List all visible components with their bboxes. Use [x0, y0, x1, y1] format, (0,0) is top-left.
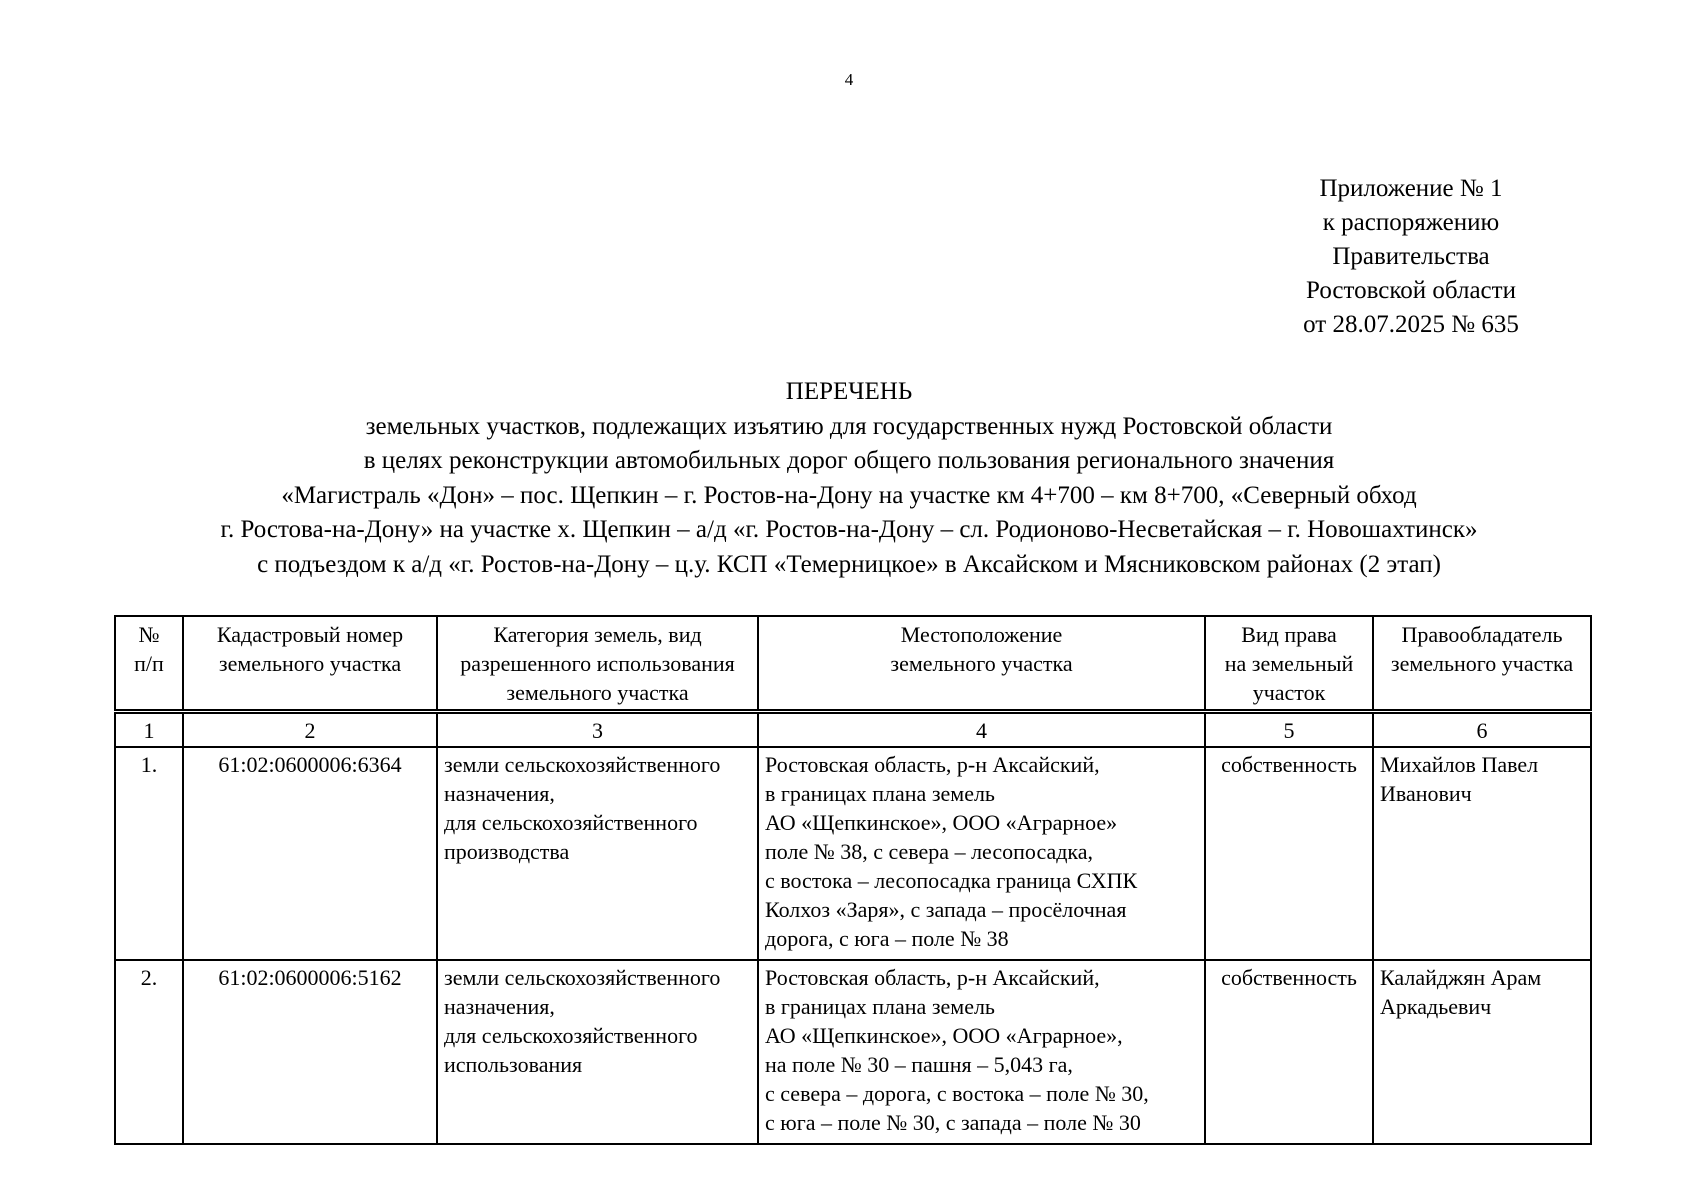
land-plots-table — [114, 615, 1592, 1145]
row-number: 2. — [115, 960, 183, 1144]
title-heading: ПЕРЕЧЕНЬ — [785, 378, 913, 405]
land-category: земли сельскохозяйственного назначения, для сельскохозяйственного использования — [437, 960, 758, 1144]
appendix-line: Правительства — [1332, 243, 1490, 270]
column-number: 3 — [437, 712, 758, 748]
column-number-row — [115, 712, 1591, 748]
land-category: земли сельскохозяйственного назначения, для сельскохозяйственного производства — [437, 747, 758, 960]
table-header-row — [115, 616, 1591, 712]
document-title — [0, 375, 1698, 582]
page-number: 4 — [844, 70, 854, 89]
plot-owner: Калайджян Арам Аркадьевич — [1373, 960, 1591, 1144]
column-number: 4 — [758, 712, 1205, 748]
plot-location: Ростовская область, р-н Аксайский, в границах плана земель АО «Щепкинское», ООО «Аграрное» поле № 38, с севера – лесопосадка, с востока – лесопосадка граница СХПК Колхоз «Заря», с запада – просёлочная дорога, с юга – поле № 38 — [758, 747, 1205, 960]
cadastral-number: 61:02:0600006:5162 — [183, 960, 437, 1144]
header-cadastral: Кадастровый номер земельного участка — [183, 616, 437, 712]
appendix-block — [1266, 172, 1556, 342]
appendix-line: Ростовской области — [1306, 277, 1516, 304]
title-line: «Магистраль «Дон» – пос. Щепкин – г. Ростов-на-Дону на участке км 4+700 – км 8+700, «Северный обход — [281, 481, 1417, 509]
header-location: Местоположение земельного участка — [758, 616, 1205, 712]
appendix-line: Приложение № 1 — [1319, 175, 1503, 202]
column-number: 5 — [1205, 712, 1373, 748]
title-line: с подъездом к а/д «г. Ростов-на-Дону – ц.у. КСП «Темерницкое» в Аксайском и Мясниковском районах (2 этап) — [257, 550, 1441, 578]
title-line: земельных участков, подлежащих изъятию для государственных нужд Ростовской области — [365, 412, 1333, 440]
cadastral-number: 61:02:0600006:6364 — [183, 747, 437, 960]
column-number: 1 — [115, 712, 183, 748]
table-row — [115, 747, 1591, 960]
appendix-line: от 28.07.2025 № 635 — [1303, 311, 1519, 338]
title-line: в целях реконструкции автомобильных дорог общего пользования регионального значения — [363, 447, 1335, 474]
header-category: Категория земель, вид разрешенного использования земельного участка — [437, 616, 758, 712]
row-number: 1. — [115, 747, 183, 960]
right-type: собственность — [1205, 960, 1373, 1144]
title-line: г. Ростова-на-Дону» на участке х. Щепкин – а/д «г. Ростов-на-Дону – сл. Родионово-Несветайская – г. Новошахтинск» — [220, 516, 1478, 543]
header-right-type: Вид права на земельный участок — [1205, 616, 1373, 712]
plot-owner: Михайлов Павел Иванович — [1373, 747, 1591, 960]
table-row — [115, 960, 1591, 1144]
right-type: собственность — [1205, 747, 1373, 960]
appendix-line: к распоряжению — [1322, 209, 1500, 236]
header-number: № п/п — [115, 616, 183, 712]
header-owner: Правообладатель земельного участка — [1373, 616, 1591, 712]
column-number: 2 — [183, 712, 437, 748]
plot-location: Ростовская область, р-н Аксайский, в границах плана земель АО «Щепкинское», ООО «Аграрное», на поле № 30 – пашня – 5,043 га, с севера – дорога, с востока – поле № 30, с юга – поле № 30, с запада – поле № 30 — [758, 960, 1205, 1144]
column-number: 6 — [1373, 712, 1591, 748]
